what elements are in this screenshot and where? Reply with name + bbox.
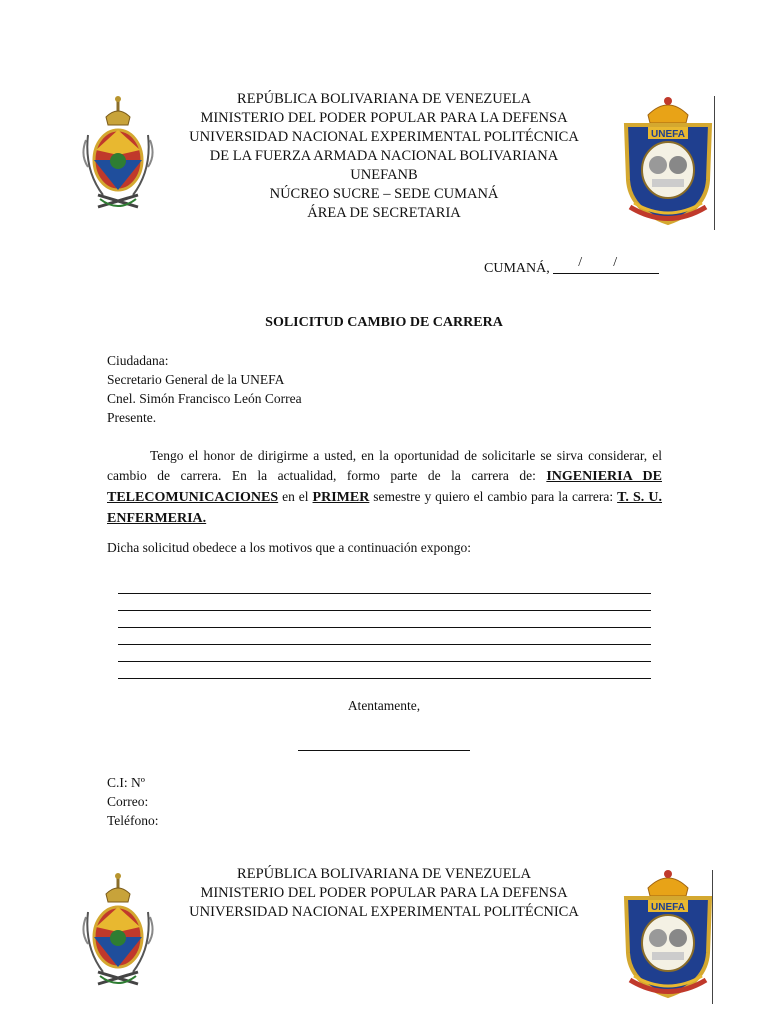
- recipient-block: [107, 351, 302, 427]
- recipient-line-2: Secretario General de la UNEFA: [107, 372, 285, 387]
- header-line-2: MINISTERIO DEL PODER POPULAR PARA LA DEFENSA: [200, 110, 568, 126]
- reasons-intro: Dicha solicitud obedece a los motivos que a continuación expongo:: [107, 540, 472, 555]
- ci-label: C.I: Nº: [107, 775, 145, 790]
- header-line-2: MINISTERIO DEL PODER POPULAR PARA LA DEFENSA: [200, 885, 568, 901]
- reason-line[interactable]: [118, 644, 651, 645]
- header-line-1: REPÚBLICA BOLIVARIANA DE VENEZUELA: [237, 866, 531, 882]
- header-institution: [180, 90, 588, 223]
- date-blank[interactable]: [553, 255, 659, 274]
- header-line-7: ÁREA DE SECRETARIA: [307, 205, 461, 221]
- signature-line[interactable]: [298, 750, 470, 751]
- body-text-1: Tengo el honor de dirigirme a usted, en la oportunidad de solicitarle se sirva considerar, el cambio de carrera. En la actualidad, formo parte de la carrera de:: [107, 448, 662, 483]
- document-title: SOLICITUD CAMBIO DE CARRERA: [265, 315, 503, 330]
- closing-text: Atentamente,: [347, 698, 421, 713]
- right-border-line: [712, 870, 713, 1004]
- semester-value: PRIMER: [312, 490, 370, 505]
- header-line-5: UNEFANB: [350, 167, 418, 183]
- header-line-1: REPÚBLICA BOLIVARIANA DE VENEZUELA: [237, 91, 531, 107]
- date-label: CUMANÁ,: [484, 261, 550, 276]
- body-text-3: semestre y quiero el cambio para la carrera:: [369, 489, 618, 504]
- header-line-3: UNIVERSIDAD NACIONAL EXPERIMENTAL POLITÉCNICA: [189, 904, 579, 920]
- date-slash-2: /: [613, 255, 618, 270]
- phone-label: Teléfono:: [107, 813, 159, 828]
- new-career: T. S. U. ENFERMERIA.: [107, 490, 662, 526]
- coat-of-arms-logo: [78, 95, 158, 225]
- reason-line[interactable]: [118, 610, 651, 611]
- email-label: Correo:: [107, 794, 149, 809]
- header-institution-next-page: [180, 865, 588, 922]
- header-line-3: UNIVERSIDAD NACIONAL EXPERIMENTAL POLITÉCNICA: [189, 129, 579, 145]
- reason-line[interactable]: [118, 627, 651, 628]
- recipient-line-1: Ciudadana:: [107, 353, 169, 368]
- unefa-logo-text: UNEFA: [651, 902, 685, 913]
- unefa-logo-text: UNEFA: [651, 129, 685, 140]
- date-slash-1: /: [578, 255, 583, 270]
- reason-line[interactable]: [118, 661, 651, 662]
- right-border-line: [714, 96, 715, 230]
- current-career: INGENIERIA DE TELECOMUNICACIONES: [107, 469, 662, 505]
- recipient-line-4: Presente.: [107, 410, 157, 425]
- coat-of-arms-logo: [78, 872, 158, 1002]
- reason-line[interactable]: [118, 593, 651, 594]
- unefa-shield-logo: [618, 95, 718, 230]
- reason-line[interactable]: [118, 678, 651, 679]
- contact-block: [107, 773, 159, 830]
- request-paragraph: [107, 446, 662, 529]
- header-line-4: DE LA FUERZA ARMADA NACIONAL BOLIVARIANA: [209, 148, 559, 164]
- header-line-6: NÚCREO SUCRE – SEDE CUMANÁ: [269, 186, 499, 202]
- recipient-line-3: Cnel. Simón Francisco León Correa: [107, 391, 302, 406]
- unefa-shield-logo: [618, 868, 718, 1003]
- body-text-2: en el: [278, 489, 313, 504]
- date-field: [484, 255, 659, 277]
